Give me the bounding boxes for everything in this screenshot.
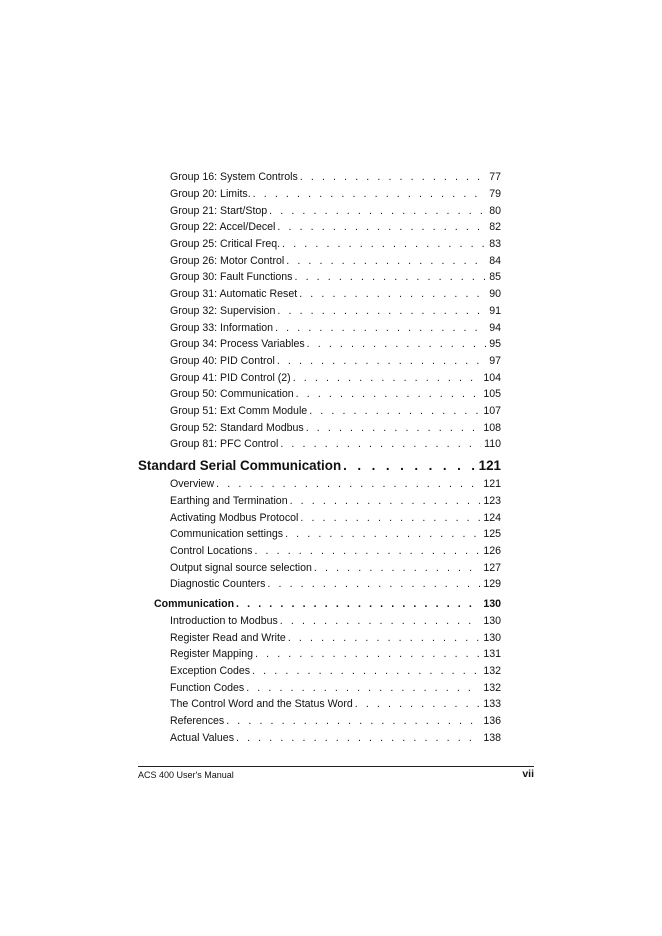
toc-leader-dots <box>294 270 486 284</box>
toc-entry[interactable] <box>170 511 501 525</box>
toc-entry[interactable] <box>170 561 501 575</box>
toc-entry[interactable] <box>170 527 501 541</box>
toc-entry[interactable] <box>170 494 501 508</box>
toc-leader-dots <box>226 714 480 728</box>
toc-entry-page: 97 <box>489 355 501 367</box>
toc-entry-page: 105 <box>483 388 501 400</box>
toc-entry-page: 136 <box>483 715 501 727</box>
toc-entry-page: 132 <box>483 665 501 677</box>
toc-entry-page: 84 <box>489 255 501 267</box>
toc-entry-label: Exception Codes <box>170 665 251 677</box>
toc-entry-label: Group 33: Information <box>170 322 274 334</box>
toc-entry-page: 124 <box>483 512 501 524</box>
toc-entry[interactable] <box>170 437 501 451</box>
toc-entry[interactable] <box>170 697 501 711</box>
toc-entry-page: 94 <box>489 322 501 334</box>
footer-page-number: vii <box>522 768 534 780</box>
toc-entry-page: 107 <box>483 405 501 417</box>
toc-entry[interactable] <box>170 421 501 435</box>
toc-leader-dots <box>277 220 486 234</box>
toc-entry-page: 132 <box>483 682 501 694</box>
toc-entry[interactable] <box>170 477 501 491</box>
toc-leader-dots <box>236 731 480 745</box>
toc-entry-page: 130 <box>483 632 501 644</box>
toc-leader-dots <box>307 337 487 351</box>
toc-entry-label: Function Codes <box>170 682 245 694</box>
toc-entry-label: The Control Word and the Status Word <box>170 698 353 710</box>
toc-entry-label: Group 50: Communication <box>170 388 294 400</box>
toc-section-page: 121 <box>478 458 501 473</box>
toc-leader-dots <box>343 457 476 475</box>
toc-leader-dots <box>280 437 481 451</box>
toc-entry[interactable] <box>170 337 501 351</box>
toc-entry-label: Group 41: PID Control (2) <box>170 372 291 384</box>
toc-leader-dots <box>216 477 480 491</box>
toc-entry[interactable] <box>170 631 501 645</box>
toc-entry-page: 82 <box>489 221 501 233</box>
footer-divider <box>138 766 534 767</box>
toc-entry-page: 126 <box>483 545 501 557</box>
toc-entry[interactable] <box>170 387 501 401</box>
toc-entry-label: Overview <box>170 478 215 490</box>
toc-leader-dots <box>267 577 480 591</box>
toc-entry-label: Output signal source selection <box>170 562 312 574</box>
toc-entry-page: 138 <box>483 732 501 744</box>
toc-leader-dots <box>300 511 480 525</box>
toc-entry-label: Communication settings <box>170 528 284 540</box>
toc-leader-dots <box>290 494 481 508</box>
toc-entry-label: Diagnostic Counters <box>170 578 266 590</box>
toc-entry-page: 91 <box>489 305 501 317</box>
toc-entry[interactable] <box>170 614 501 628</box>
toc-entry-label: Group 34: Process Variables <box>170 338 305 350</box>
toc-leader-dots <box>236 597 480 611</box>
toc-leader-dots <box>286 254 486 268</box>
toc-entry-page: 110 <box>484 438 501 450</box>
toc-entry[interactable] <box>170 170 501 184</box>
toc-subsection-page: 130 <box>483 598 501 610</box>
toc-entry[interactable] <box>170 714 501 728</box>
toc-leader-dots <box>277 354 486 368</box>
toc-entry-label: Group 21: Start/Stop <box>170 205 268 217</box>
toc-entry[interactable] <box>170 664 501 678</box>
toc-entry-label: Group 30: Fault Functions <box>170 271 293 283</box>
toc-entry-label: Group 20: Limits. <box>170 188 251 200</box>
toc-entry-label: References <box>170 715 225 727</box>
toc-leader-dots <box>300 170 486 184</box>
toc-entry-page: 108 <box>483 422 501 434</box>
toc-entry-label: Group 51: Ext Comm Module <box>170 405 308 417</box>
toc-entry[interactable] <box>170 304 501 318</box>
toc-entry-page: 80 <box>489 205 501 217</box>
toc-leader-dots <box>275 321 486 335</box>
toc-entry-label: Control Locations <box>170 545 253 557</box>
toc-entry-label: Group 81: PFC Control <box>170 438 279 450</box>
toc-entry-label: Group 40: PID Control <box>170 355 275 367</box>
toc-entry-page: 121 <box>483 478 501 490</box>
toc-leader-dots <box>314 561 480 575</box>
toc-leader-dots <box>299 287 486 301</box>
toc-entry-label: Group 52: Standard Modbus <box>170 422 304 434</box>
toc-leader-dots <box>280 614 481 628</box>
toc-entry-page: 83 <box>489 238 501 250</box>
toc-entry-label: Group 32: Supervision <box>170 305 276 317</box>
toc-entry-page: 131 <box>483 648 501 660</box>
toc-entry[interactable] <box>170 681 501 695</box>
toc-entry-label: Group 16: System Controls <box>170 171 298 183</box>
toc-entry-page: 79 <box>489 188 501 200</box>
toc-leader-dots <box>285 527 480 541</box>
toc-entry-label: Group 26: Motor Control <box>170 255 285 267</box>
toc-leader-dots <box>288 631 481 645</box>
toc-entry-label: Register Mapping <box>170 648 254 660</box>
toc-entry[interactable] <box>170 254 501 268</box>
toc-entry[interactable] <box>170 577 501 591</box>
toc-leader-dots <box>293 371 481 385</box>
toc-leader-dots <box>306 421 481 435</box>
toc-section-heading[interactable] <box>138 457 501 475</box>
toc-entry[interactable] <box>170 287 501 301</box>
toc-entry-page: 77 <box>489 171 501 183</box>
toc-leader-dots <box>282 237 486 251</box>
toc-leader-dots <box>252 664 480 678</box>
toc-entry[interactable] <box>170 321 501 335</box>
toc-entry[interactable] <box>170 204 501 218</box>
toc-leader-dots <box>254 544 480 558</box>
toc-leader-dots <box>246 681 480 695</box>
toc-entry-label: Group 25: Critical Freq. <box>170 238 281 250</box>
toc-leader-dots <box>253 187 487 201</box>
toc-entry-page: 129 <box>483 578 501 590</box>
toc-leader-dots <box>309 404 480 418</box>
toc-entry-page: 130 <box>483 615 501 627</box>
toc-entry-page: 133 <box>483 698 501 710</box>
toc-entry[interactable] <box>170 354 501 368</box>
toc-entry[interactable] <box>170 270 501 284</box>
toc-entry-label: Group 31: Automatic Reset <box>170 288 298 300</box>
toc-entry-page: 95 <box>489 338 501 350</box>
toc-entry[interactable] <box>170 404 501 418</box>
toc-entry[interactable] <box>170 187 501 201</box>
toc-entry[interactable] <box>170 647 501 661</box>
toc-entry-label: Earthing and Termination <box>170 495 288 507</box>
toc-leader-dots <box>277 304 486 318</box>
toc-entry-page: 127 <box>483 562 501 574</box>
toc-leader-dots <box>255 647 480 661</box>
toc-entry-page: 104 <box>483 372 501 384</box>
toc-leader-dots <box>355 697 481 711</box>
toc-entry-label: Actual Values <box>170 732 234 744</box>
toc-entry[interactable] <box>170 220 501 234</box>
toc-entry-label: Group 22: Accel/Decel <box>170 221 276 233</box>
toc-entry-label: Introduction to Modbus <box>170 615 278 627</box>
toc-leader-dots <box>269 204 486 218</box>
toc-entry-page: 90 <box>489 288 501 300</box>
toc-entry[interactable] <box>170 371 501 385</box>
toc-section-label: Standard Serial Communication <box>138 458 342 473</box>
toc-subsection-label: Communication <box>154 598 235 610</box>
toc-entry-page: 123 <box>483 495 501 507</box>
toc-entry-label: Activating Modbus Protocol <box>170 512 299 524</box>
toc-entry-page: 85 <box>489 271 501 283</box>
toc-entry-label: Register Read and Write <box>170 632 286 644</box>
toc-subsection-heading[interactable] <box>154 597 501 611</box>
toc-entry-page: 125 <box>483 528 501 540</box>
footer-manual-title: ACS 400 User's Manual <box>138 770 234 780</box>
toc-leader-dots <box>296 387 481 401</box>
toc-entry[interactable] <box>170 544 501 558</box>
toc-entry[interactable] <box>170 731 501 745</box>
toc-entry[interactable] <box>170 237 501 251</box>
